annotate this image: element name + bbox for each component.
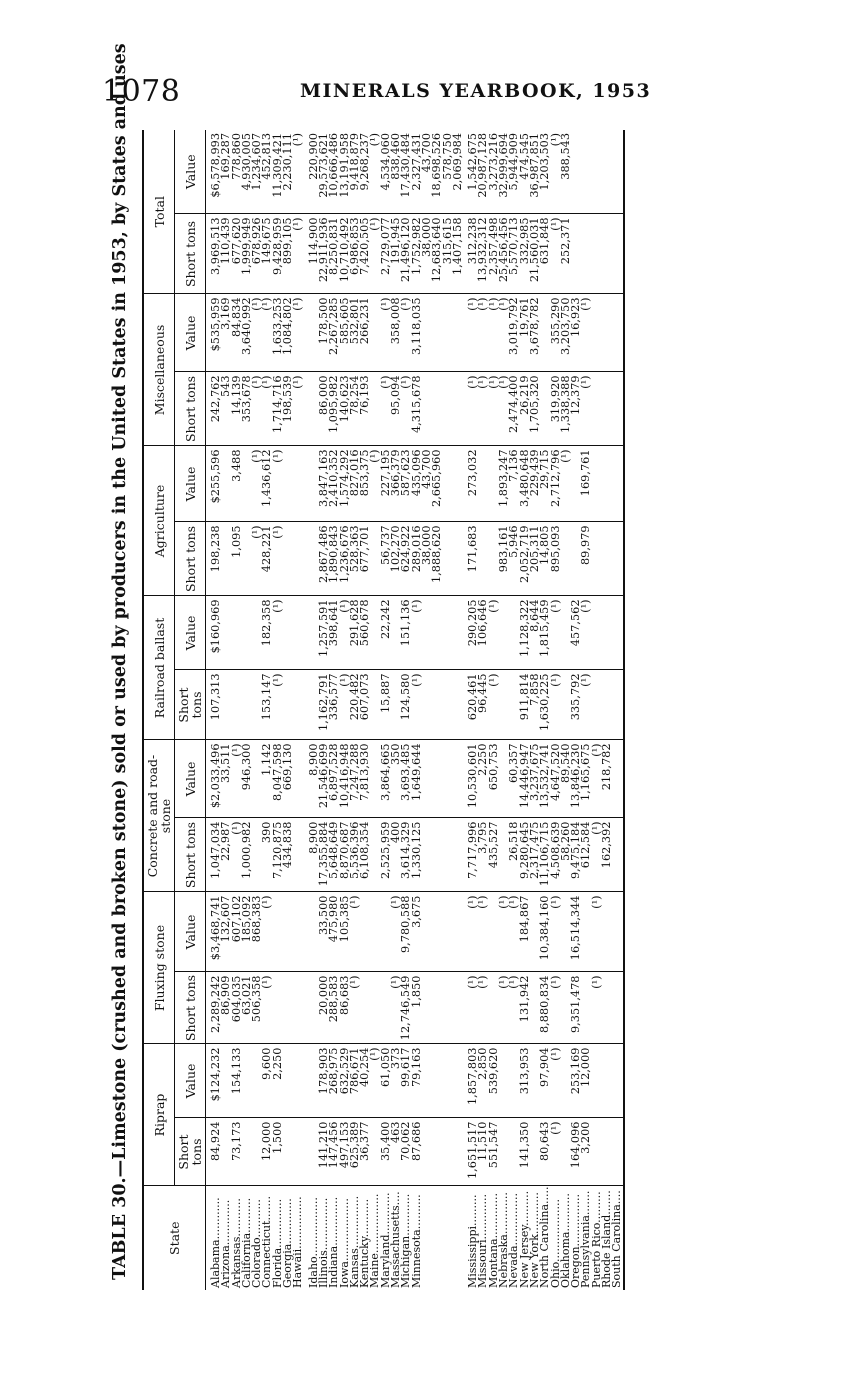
riprap-tons-cell: 141,210 147,456 497,153 625,389 36,377 35,400 463 70,062 87,686	[309, 1118, 463, 1186]
subheader-short-tons: Short tons	[175, 670, 206, 740]
total-tons-cell: 312,238 13,932,312 2,357,498 25,456,456 5,570,713 332,985 21,560,031 631,848 (¹) 252,371	[468, 214, 623, 294]
subheader-value: Value	[175, 130, 206, 214]
concrete-tons-cell: 7,717,996 3,795 435,527 26,518 9,280,645 2,317,475 11,106,715 4,508,639 58,260 9,475,184 612,584 (¹) 162,392	[468, 818, 623, 892]
riprap-value-cell: 1,857,803 2,850 539,620 313,953 97,904 (¹) 253,169 12,000	[468, 1044, 623, 1118]
subheader-short-tons: Short tons	[175, 372, 206, 446]
state-names-block-3: Mississippi......... Missouri............. Montana............. Nebraska............ Nevada............... New Jersey.......... New York............ North Carolina..... Ohio.................. Oklahoma........... Oregon............... Pennsylvania....... Puerto Rico......... Rhode Island....... South Carolina....	[466, 1186, 624, 1288]
table-caption: TABLE 30.—Limestone (crushed and broken stone) sold or used by producers in the United States in 1953, by States and uses	[110, 43, 130, 1280]
agriculture-value-cell: 273,032 1,893,247 7,136 3,480,648 229,439 29,715 2,712,796 (¹) 169,761	[468, 446, 623, 522]
subheader-short-tons: Short tons	[175, 818, 206, 892]
table-row-block-1	[211, 130, 304, 1290]
ballast-value-cell: 290,205 106,646 (¹) 1,128,322 8,644 1,815,459 (¹) 457,562 (¹)	[468, 596, 623, 670]
subheader-short-tons: Short tons	[175, 522, 206, 596]
running-title: MINERALS YEARBOOK, 1953	[300, 80, 652, 102]
group-header-riprap: Riprap	[143, 1044, 175, 1186]
misc-tons-cell: 242,762 543 14,139 353,678 (¹) (¹) 1,714,716 198,539 (¹)	[211, 372, 304, 446]
misc-value-cell: (¹) (¹) (¹) (¹) 3,019,792 19,761 3,678,782 355,290 3,203,750 16,923 (¹)	[468, 294, 623, 372]
state-header: State	[143, 1186, 206, 1290]
group-header-concrete: Concrete and road-stone	[143, 740, 175, 892]
ballast-value-cell: 1,257,591 398,641 (¹) 291,628 560,678 22,242 151,136 (¹)	[309, 596, 463, 670]
agriculture-tons-cell: 2,867,486 1,890,843 1,236,676 528,363 677,701 56,737 102,270 624,922 289,016 38,000 1,888,620	[309, 522, 463, 596]
misc-tons-cell: (¹) (¹) (¹) (¹) 2,474,400 26,219 1,705,320 319,920 1,338,388 12,379 (¹)	[468, 372, 623, 446]
riprap-value-cell: $124,232 154,133 9,600 2,250	[211, 1044, 304, 1118]
fluxing-value-cell: $3,468,741 132,607 607,102 185,092 868,383 (¹)	[211, 892, 304, 972]
agriculture-value-cell: 3,847,163 2,410,352 1,574,292 827,016 853,375 (¹) 227,195 366,379 587,623 435,096 43,700 2,665,960	[309, 446, 463, 522]
ballast-tons-cell: 107,313 153,147 (¹)	[211, 670, 304, 740]
table-row-block-3	[468, 130, 623, 1290]
group-header-miscellaneous: Miscellaneous	[143, 294, 175, 446]
total-tons-cell: 114,900 22,911,936 8,250,831 10,710,492 6,986,853 7,420,505 (¹) 2,729,077 191,945 21,496,120 1,752,982 38,000 12,683,640 315,615 1,407,158	[309, 214, 463, 294]
fluxing-tons-cell: 20,000 288,583 86,683 (¹) (¹) 12,746,549 1,850	[309, 972, 463, 1044]
table-row-block-2	[309, 130, 463, 1290]
subheader-value: Value	[175, 294, 206, 372]
group-header-agriculture: Agriculture	[143, 446, 175, 596]
state-names-block-1: Alabama............ Arizona............. Arkansas........... California.......... Colorado........... Connecticut....... Florida.............. Georgia............. Hawaii...............	[209, 1196, 305, 1288]
ballast-tons-cell: 1,162,791 336,577 (¹) 220,482 607,073 15,887 124,580 (¹)	[309, 670, 463, 740]
misc-tons-cell: 86,000 1,095,982 140,623 78,254 76,193 (¹) 95,094 (¹) 4,315,678	[309, 372, 463, 446]
agriculture-tons-cell: 198,238 1,095 (¹) 428,221 (¹)	[211, 522, 304, 596]
total-value-cell: 1,542,675 20,987,128 3,273,216 32,999,694 5,944,909 474,545 36,987,851 1,203,503 (¹) 388,543	[468, 130, 623, 214]
fluxing-tons-cell: (¹) (¹) (¹) (¹) 131,942 8,880,834 (¹) 9,351,478 (¹)	[468, 972, 623, 1044]
subheader-value: Value	[175, 446, 206, 522]
limestone-table	[142, 130, 625, 1290]
riprap-value-cell: 178,903 268,975 632,529 786,671 40,254 (¹) 61,050 373 99,617 79,163	[309, 1044, 463, 1118]
state-names-block-2: Idaho................. Illinois............... Indiana.............. Iowa.................. Kansas............... Kentucky........... Maine................. Maryland............ Massachusetts.... Michigan............ Minnesota..........	[306, 1191, 423, 1288]
riprap-tons-cell: 84,924 73,173 12,000 1,500	[211, 1118, 304, 1186]
total-tons-cell: 3,969,513 110,439 677,620 1,999,949 678,926 149,675 9,428,959 899,105 (¹)	[211, 214, 304, 294]
subheader-value: Value	[175, 740, 206, 818]
fluxing-tons-cell: 2,289,242 86,909 604,035 63,021 506,358 (¹)	[211, 972, 304, 1044]
concrete-value-cell: 10,530,601 2,250 650,753 60,357 14,446,947 3,237,675 13,532,741 4,647,520 89,540 13,846,230 1,165,675 (¹) 218,782	[468, 740, 623, 818]
subheader-value: Value	[175, 1044, 206, 1118]
concrete-tons-cell: 8,900 17,355,884 5,648,649 8,870,687 5,536,396 6,108,354 2,525,959 400 3,614,329 1,330,125	[309, 818, 463, 892]
total-value-cell: 220,900 29,573,621 10,666,486 13,191,958 9,418,879 9,268,237 (¹) 4,534,060 838,460 17,430,484 2,327,431 43,700 18,698,526 578,750 2,069,984	[309, 130, 463, 214]
misc-value-cell: 178,500 2,267,285 585,605 532,801 266,231 (¹) 358,008 (¹) 3,118,035	[309, 294, 463, 372]
agriculture-tons-cell: 171,683 983,161 5,946 2,052,719 205,311 14,805 895,093 89,979	[468, 522, 623, 596]
ballast-tons-cell: 620,461 96,445 (¹) 911,814 7,858 1,630,225 (¹) 335,792 (¹)	[468, 670, 623, 740]
group-header-fluxing: Fluxing stone	[143, 892, 175, 1044]
subheader-value: Value	[175, 892, 206, 972]
subheader-short-tons: Short tons	[175, 972, 206, 1044]
fluxing-value-cell: 33,500 475,980 105,385 (¹) (¹) 9,780,588 3,675	[309, 892, 463, 972]
group-header-ballast: Railroad ballast	[143, 596, 175, 740]
concrete-value-cell: 8,900 21,546,699 6,897,528 10,416,948 7,247,288 7,813,930 3,864,665 350 3,693,485 1,649,644	[309, 740, 463, 818]
concrete-value-cell: $2,033,496 33,511 (¹) 946,300 1,142 8,047,598 669,130	[211, 740, 304, 818]
concrete-tons-cell: 1,047,034 22,987 (¹) 1,000,982 390 7,120,875 434,838	[211, 818, 304, 892]
subheader-value: Value	[175, 596, 206, 670]
fluxing-value-cell: (¹) (¹) (¹) (¹) 184,867 10,384,160 (¹) 16,514,344 (¹)	[468, 892, 623, 972]
riprap-tons-cell: 1,651,517 11,510 551,547 141,350 80,643 (¹) 164,096 3,200	[468, 1118, 623, 1186]
page-number: 1078	[102, 74, 181, 109]
misc-value-cell: $535,959 3,169 84,834 3,640,992 (¹) (¹) 1,633,253 1,084,802 (¹)	[211, 294, 304, 372]
group-header-total: Total	[143, 130, 175, 294]
agriculture-value-cell: $255,596 3,488 (¹) 1,436,612 (¹)	[211, 446, 304, 522]
ballast-value-cell: $160,969 182,358 (¹)	[211, 596, 304, 670]
total-value-cell: $6,578,993 169,287 778,860 4,930,005 1,234,607 452,813 11,309,421 2,230,111 (¹)	[211, 130, 304, 214]
subheader-short-tons: Short tons	[175, 1118, 206, 1186]
subheader-short-tons: Short tons	[175, 214, 206, 294]
